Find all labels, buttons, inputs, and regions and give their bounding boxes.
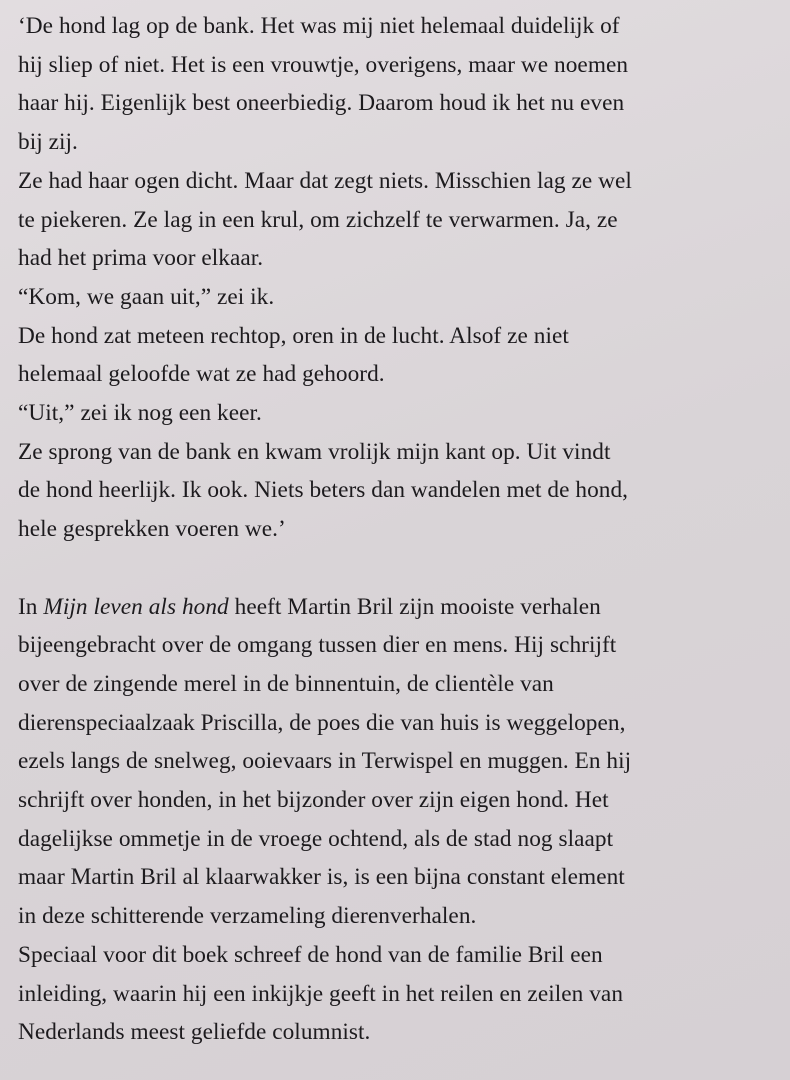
blurb-line: ezels langs de snelweg, ooievaars in Terwispel en muggen. En hij <box>18 748 632 775</box>
excerpt-line: Ze had haar ogen dicht. Maar dat zegt niets. Misschien lag ze wel <box>18 167 632 194</box>
excerpt-line: helemaal geloofde wat ze had gehoord. <box>18 361 385 388</box>
blurb-prefix: In <box>18 593 44 620</box>
blurb-line: dagelijkse ommetje in de vroege ochtend, als de stad nog slaapt <box>18 825 614 852</box>
blurb-first-line <box>18 588 778 627</box>
excerpt-line: “Kom, we gaan uit,” zei ik. <box>18 283 275 310</box>
excerpt-paragraph <box>18 7 778 549</box>
excerpt-line: bij zij. <box>18 129 78 156</box>
blurb-line: Speciaal voor dit boek schreef de hond van de familie Bril een <box>18 941 603 968</box>
blurb-suffix: heeft Martin Bril zijn mooiste verhalen <box>228 593 601 620</box>
blurb-line: inleiding, waarin hij een inkijkje geeft in het reilen en zeilen van <box>18 980 624 1007</box>
excerpt-line: Ze sprong van de bank en kwam vrolijk mijn kant op. Uit vindt <box>18 438 611 465</box>
blurb-line: dierenspeciaalzaak Priscilla, de poes die van huis is weggelopen, <box>18 709 626 736</box>
blurb-line: maar Martin Bril al klaarwakker is, is een bijna constant element <box>18 864 625 891</box>
excerpt-line: “Uit,” zei ik nog een keer. <box>18 400 262 427</box>
excerpt-line: hele gesprekken voeren we.’ <box>18 516 286 543</box>
blurb-line: over de zingende merel in de binnentuin, de clientèle van <box>18 670 554 697</box>
excerpt-line: De hond zat meteen rechtop, oren in de lucht. Alsof ze niet <box>18 322 569 349</box>
blurb-line: in deze schitterende verzameling dierenverhalen. <box>18 903 477 930</box>
excerpt-line: te piekeren. Ze lag in een krul, om zichzelf te verwarmen. Ja, ze <box>18 206 618 233</box>
blurb-paragraph <box>18 588 778 1052</box>
excerpt-line: haar hij. Eigenlijk best oneerbiedig. Daarom houd ik het nu even <box>18 90 625 117</box>
excerpt-line: ‘De hond lag op de bank. Het was mij niet helemaal duidelijk of <box>18 13 620 39</box>
excerpt-line: de hond heerlijk. Ik ook. Niets beters dan wandelen met de hond, <box>18 477 629 504</box>
paragraph-gap <box>18 549 778 588</box>
book-title: Mijn leven als hond <box>43 593 229 620</box>
excerpt-line: hij sliep of niet. Het is een vrouwtje, overigens, maar we noemen <box>18 51 629 78</box>
blurb-line: bijeengebracht over de omgang tussen dier en mens. Hij schrijft <box>18 632 617 659</box>
excerpt-line: had het prima voor elkaar. <box>18 245 264 272</box>
blurb-line: schrijft over honden, in het bijzonder over zijn eigen hond. Het <box>18 787 609 814</box>
blurb-line: Nederlands meest geliefde columnist. <box>18 1019 371 1046</box>
